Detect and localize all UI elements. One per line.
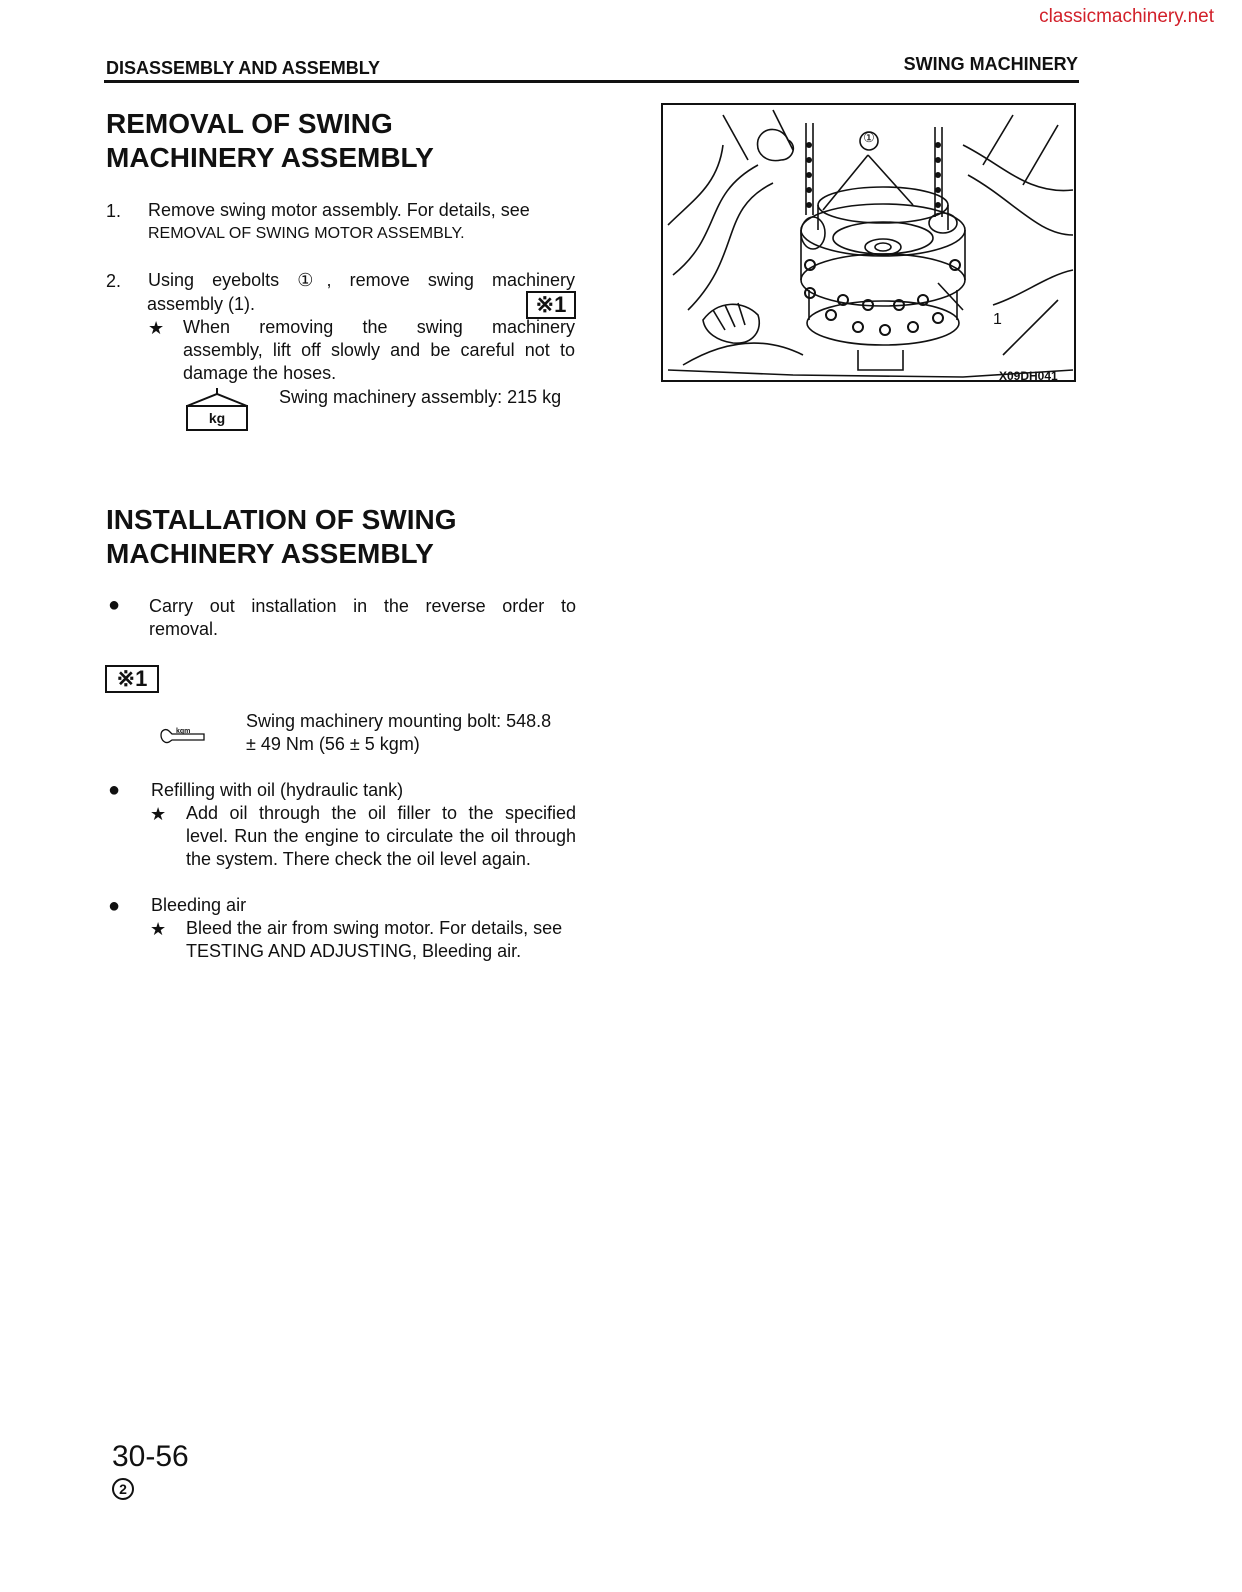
- revision-mark: 2: [112, 1478, 134, 1500]
- star-icon: ★: [148, 318, 165, 338]
- installation-title-line2: MACHINERY ASSEMBLY: [106, 538, 434, 569]
- install-bullet-2-note: [186, 802, 576, 871]
- torque-icon-label: kgm: [176, 728, 191, 735]
- installation-title: [106, 503, 456, 571]
- section-header-right: SWING MACHINERY: [903, 54, 1078, 74]
- step-2-note-line2: assembly, lift off slowly and be careful not to: [183, 340, 575, 360]
- bullet-icon: ●: [108, 895, 121, 917]
- step-2-note-line1: When removing the swing machinery: [183, 317, 575, 337]
- figure-callout-circle: ①: [863, 130, 875, 145]
- install-bullet-2-note-line3: the system. There check the oil level again.: [186, 849, 531, 869]
- section-header-left: DISASSEMBLY AND ASSEMBLY: [106, 58, 381, 78]
- install-bullet-2-note-line2: level. Run the engine to circulate the oil through: [186, 826, 576, 846]
- step-2-line2: assembly (1).: [147, 294, 256, 314]
- figure-code: X09DH041: [999, 369, 1058, 382]
- install-bullet-1-line1: Carry out installation in the reverse order to: [149, 596, 576, 616]
- step-1-number: 1.: [106, 201, 122, 221]
- install-bullet-2: Refilling with oil (hydraulic tank): [151, 780, 404, 800]
- step-2-note: [183, 316, 575, 385]
- torque-line1: Swing machinery mounting bolt: 548.8: [246, 711, 552, 731]
- torque-wrench-icon: [158, 726, 206, 744]
- star-icon: ★: [150, 804, 167, 824]
- install-bullet-3-note: [186, 917, 578, 963]
- install-bullet-3-note-line2: TESTING AND ADJUSTING, Bleeding air.: [186, 941, 522, 961]
- bullet-icon: ●: [108, 594, 121, 616]
- page-number: 30-56: [112, 1440, 189, 1473]
- swing-machinery-illustration: [663, 105, 1076, 382]
- star-icon: ★: [150, 919, 167, 939]
- step-2-note-line3: damage the hoses.: [183, 363, 337, 383]
- removal-title: [106, 107, 434, 175]
- bullet-icon: ●: [108, 779, 121, 801]
- step-1-text: [148, 199, 575, 245]
- step-2-number: 2.: [106, 271, 122, 291]
- swing-machinery-figure: [661, 103, 1076, 382]
- install-bullet-3: Bleeding air: [151, 895, 247, 915]
- removal-title-line2: MACHINERY ASSEMBLY: [106, 142, 434, 173]
- header-rule: [104, 80, 1079, 83]
- install-bullet-1: [149, 595, 576, 641]
- reference-mark-2: ※1: [105, 665, 159, 693]
- install-bullet-3-note-line1: Bleed the air from swing motor. For details, see: [186, 918, 563, 938]
- step-1-line1: Remove swing motor assembly. For details, see: [148, 200, 530, 220]
- watermark: classicmachinery.net: [1039, 6, 1214, 27]
- step-2-line1: Using eyebolts ①, remove swing machinery: [148, 270, 575, 290]
- step-1-line2: REMOVAL OF SWING MOTOR ASSEMBLY.: [148, 225, 465, 242]
- install-bullet-2-note-line1: Add oil through the oil filler to the specified: [186, 803, 576, 823]
- install-bullet-1-line2: removal.: [149, 619, 219, 639]
- weight-text: Swing machinery assembly: 215 kg: [279, 387, 562, 407]
- installation-title-line1: INSTALLATION OF SWING: [106, 504, 457, 535]
- weight-icon-label: kg: [208, 410, 226, 426]
- removal-title-line1: REMOVAL OF SWING: [106, 108, 393, 139]
- figure-callout-1: 1: [993, 311, 1002, 328]
- reference-mark: ※1: [526, 291, 576, 319]
- torque-line2: ± 49 Nm (56 ± 5 kgm): [246, 734, 420, 754]
- weight-icon: [185, 386, 249, 432]
- torque-spec: [246, 710, 551, 756]
